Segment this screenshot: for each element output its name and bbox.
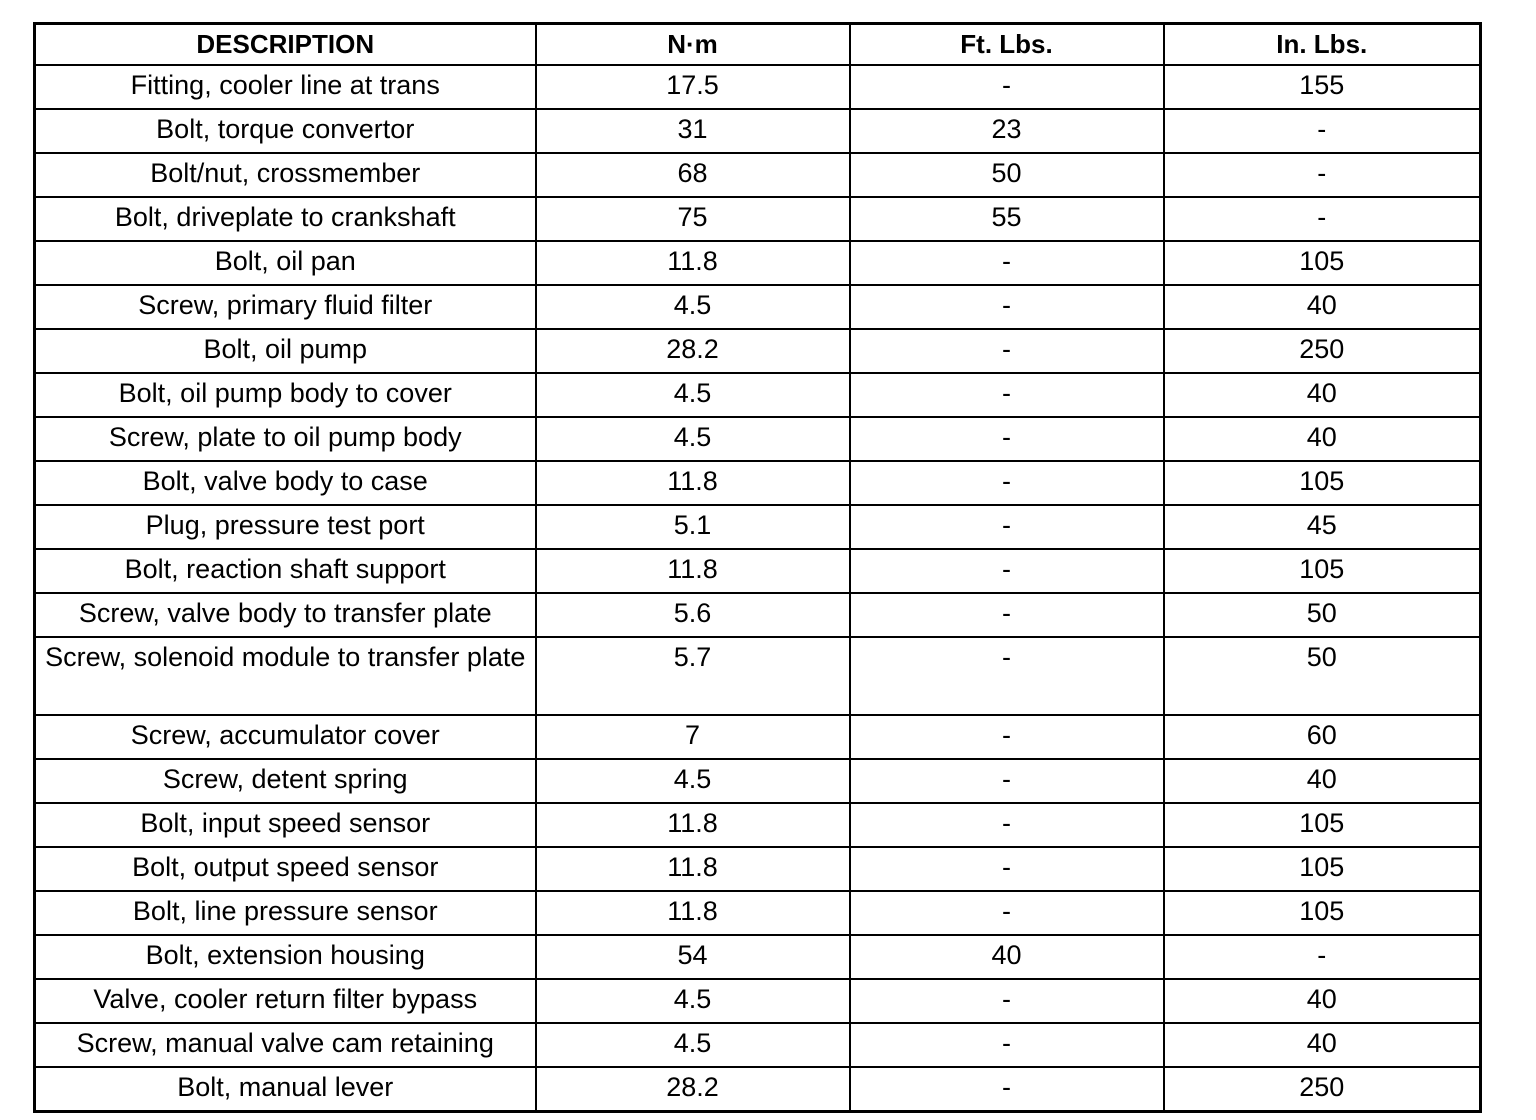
cell-foot-pounds: -	[850, 715, 1164, 759]
cell-description: Bolt/nut, crossmember	[35, 153, 536, 197]
cell-newton-meters: 4.5	[536, 979, 850, 1023]
cell-newton-meters: 54	[536, 935, 850, 979]
cell-foot-pounds: -	[850, 285, 1164, 329]
cell-foot-pounds: -	[850, 637, 1164, 715]
table-row	[35, 285, 1481, 329]
cell-newton-meters: 11.8	[536, 891, 850, 935]
table-row	[35, 935, 1481, 979]
cell-newton-meters: 28.2	[536, 329, 850, 373]
table-row	[35, 759, 1481, 803]
torque-spec-table	[33, 22, 1482, 1113]
cell-newton-meters: 4.5	[536, 373, 850, 417]
cell-inch-pounds: 40	[1164, 979, 1481, 1023]
header-description: DESCRIPTION	[35, 24, 536, 66]
cell-inch-pounds: 40	[1164, 373, 1481, 417]
cell-inch-pounds: 105	[1164, 549, 1481, 593]
cell-foot-pounds: -	[850, 803, 1164, 847]
table-row	[35, 153, 1481, 197]
cell-description: Bolt, torque convertor	[35, 109, 536, 153]
cell-description: Bolt, driveplate to crankshaft	[35, 197, 536, 241]
cell-newton-meters: 5.6	[536, 593, 850, 637]
cell-description: Valve, cooler return filter bypass	[35, 979, 536, 1023]
table-row	[35, 549, 1481, 593]
cell-foot-pounds: -	[850, 373, 1164, 417]
cell-newton-meters: 17.5	[536, 65, 850, 109]
cell-foot-pounds: -	[850, 65, 1164, 109]
cell-inch-pounds: 50	[1164, 637, 1481, 715]
cell-foot-pounds: -	[850, 241, 1164, 285]
cell-newton-meters: 5.1	[536, 505, 850, 549]
cell-description: Bolt, output speed sensor	[35, 847, 536, 891]
cell-foot-pounds: -	[850, 1023, 1164, 1067]
cell-foot-pounds: -	[850, 549, 1164, 593]
cell-description: Bolt, line pressure sensor	[35, 891, 536, 935]
cell-inch-pounds: 250	[1164, 1067, 1481, 1112]
cell-description: Screw, primary fluid filter	[35, 285, 536, 329]
table-row	[35, 1023, 1481, 1067]
table-row	[35, 891, 1481, 935]
cell-inch-pounds: 105	[1164, 803, 1481, 847]
table-row	[35, 847, 1481, 891]
cell-description: Bolt, oil pump body to cover	[35, 373, 536, 417]
cell-newton-meters: 11.8	[536, 847, 850, 891]
table-row	[35, 109, 1481, 153]
table-row	[35, 417, 1481, 461]
table-row	[35, 241, 1481, 285]
cell-description: Bolt, input speed sensor	[35, 803, 536, 847]
header-foot-pounds: Ft. Lbs.	[850, 24, 1164, 66]
cell-description: Screw, valve body to transfer plate	[35, 593, 536, 637]
cell-newton-meters: 4.5	[536, 417, 850, 461]
table-row	[35, 329, 1481, 373]
table-row	[35, 65, 1481, 109]
header-newton-meters: N·m	[536, 24, 850, 66]
cell-foot-pounds: -	[850, 847, 1164, 891]
cell-newton-meters: 7	[536, 715, 850, 759]
table-row	[35, 715, 1481, 759]
cell-foot-pounds: -	[850, 593, 1164, 637]
table-row	[35, 593, 1481, 637]
table-row	[35, 197, 1481, 241]
cell-inch-pounds: 50	[1164, 593, 1481, 637]
cell-inch-pounds: 250	[1164, 329, 1481, 373]
table-row	[35, 505, 1481, 549]
cell-foot-pounds: -	[850, 891, 1164, 935]
cell-foot-pounds: -	[850, 417, 1164, 461]
cell-newton-meters: 31	[536, 109, 850, 153]
cell-newton-meters: 28.2	[536, 1067, 850, 1112]
cell-newton-meters: 75	[536, 197, 850, 241]
cell-newton-meters: 4.5	[536, 285, 850, 329]
table-row	[35, 637, 1481, 715]
header-inch-pounds: In. Lbs.	[1164, 24, 1481, 66]
cell-newton-meters: 5.7	[536, 637, 850, 715]
table-row	[35, 803, 1481, 847]
cell-description: Bolt, valve body to case	[35, 461, 536, 505]
cell-inch-pounds: 105	[1164, 461, 1481, 505]
cell-foot-pounds: -	[850, 505, 1164, 549]
table-header-row	[35, 24, 1481, 66]
cell-newton-meters: 4.5	[536, 1023, 850, 1067]
cell-foot-pounds: -	[850, 1067, 1164, 1112]
cell-description: Plug, pressure test port	[35, 505, 536, 549]
table-row	[35, 1067, 1481, 1112]
cell-inch-pounds: -	[1164, 935, 1481, 979]
cell-inch-pounds: 60	[1164, 715, 1481, 759]
cell-inch-pounds: 105	[1164, 241, 1481, 285]
cell-description: Bolt, manual lever	[35, 1067, 536, 1112]
cell-foot-pounds: -	[850, 329, 1164, 373]
cell-inch-pounds: 40	[1164, 1023, 1481, 1067]
cell-description: Screw, plate to oil pump body	[35, 417, 536, 461]
cell-description: Fitting, cooler line at trans	[35, 65, 536, 109]
table-row	[35, 461, 1481, 505]
cell-foot-pounds: 50	[850, 153, 1164, 197]
table-row	[35, 979, 1481, 1023]
cell-newton-meters: 11.8	[536, 461, 850, 505]
cell-description: Screw, manual valve cam retaining	[35, 1023, 536, 1067]
cell-foot-pounds: 40	[850, 935, 1164, 979]
cell-newton-meters: 11.8	[536, 549, 850, 593]
cell-inch-pounds: -	[1164, 109, 1481, 153]
cell-description: Bolt, oil pan	[35, 241, 536, 285]
cell-description: Screw, accumulator cover	[35, 715, 536, 759]
cell-inch-pounds: -	[1164, 197, 1481, 241]
cell-foot-pounds: 55	[850, 197, 1164, 241]
cell-inch-pounds: 40	[1164, 417, 1481, 461]
cell-inch-pounds: 40	[1164, 285, 1481, 329]
cell-newton-meters: 68	[536, 153, 850, 197]
cell-newton-meters: 11.8	[536, 803, 850, 847]
table-row	[35, 373, 1481, 417]
cell-description: Screw, detent spring	[35, 759, 536, 803]
cell-inch-pounds: 105	[1164, 891, 1481, 935]
cell-inch-pounds: 45	[1164, 505, 1481, 549]
cell-description: Bolt, oil pump	[35, 329, 536, 373]
cell-foot-pounds: 23	[850, 109, 1164, 153]
cell-foot-pounds: -	[850, 759, 1164, 803]
cell-description: Bolt, reaction shaft support	[35, 549, 536, 593]
cell-newton-meters: 11.8	[536, 241, 850, 285]
cell-newton-meters: 4.5	[536, 759, 850, 803]
cell-description: Screw, solenoid module to transfer plate	[35, 637, 536, 715]
cell-inch-pounds: 105	[1164, 847, 1481, 891]
cell-inch-pounds: -	[1164, 153, 1481, 197]
cell-description: Bolt, extension housing	[35, 935, 536, 979]
cell-inch-pounds: 40	[1164, 759, 1481, 803]
cell-foot-pounds: -	[850, 461, 1164, 505]
cell-inch-pounds: 155	[1164, 65, 1481, 109]
cell-foot-pounds: -	[850, 979, 1164, 1023]
